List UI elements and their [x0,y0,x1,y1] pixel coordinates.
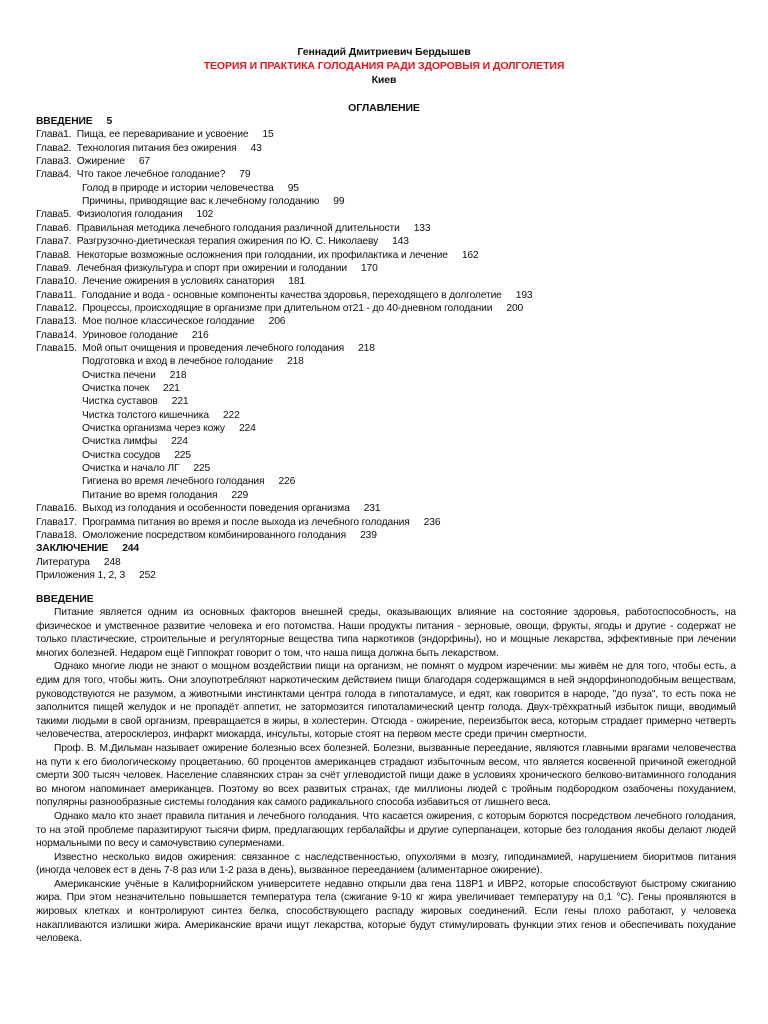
toc-entry [36,517,440,528]
toc-entry-title: Причины, приводящие вас к лечебному голоданию [82,196,320,208]
toc-entry [36,290,533,301]
toc-entry-page: 206 [268,316,286,328]
toc-entry-title: Очистка организма через кожу [82,423,225,435]
toc-entry [36,570,156,581]
toc-entry-title: Глава8. Некоторые возможные осложнения при голодании, их профилактика и лечение [36,249,448,261]
intro-paragraph: Однако мало кто знает правила питания и лечебного голодания. Что касается ожирения, с которым борются посредством лечебного голодания, то на этой проблеме паразитируют тысячи фирм, предлагающих гербалайфы и другие суперпанацеи, которые без голодания якобы делают людей нормальными по весу и самочувствию суперменами. [36,810,736,850]
toc-entry [82,423,256,434]
toc-entry-title: Глава13. Мое полное классическое голодание [36,316,255,328]
toc-entry [36,129,274,140]
toc-entry-title: Подготовка и вход в лечебное голодание [82,356,273,368]
toc-entry-page: 226 [278,476,296,488]
intro-paragraph: Проф. В. М.Дильман называет ожирение болезнью всех болезней. Болезни, вызванные переедание, являются главными врагами человечества на пути к его биологическому процветанию. 60 процентов американцев страдают избыточным весом, что является косвенной причиной ежегодной смерти 300 тысяч человек. Население славянских стран за счёт углеводистой пищи даже в условиях хронического белково-витаминного голодания во многом напоминает американцев. Поэтому во всех развитых странах, где миллионы людей с тройным подбородком озабочены похуданием, популярны разнообразные системы голодания как самого радикального способа избавиться от лишнего веса. [36,742,736,809]
toc-entry-title: Глава6. Правильная методика лечебного голодания различной длительности [36,222,400,234]
toc-entry [36,169,250,180]
toc-entry-page: 95 [287,182,299,194]
toc-entry-title: Приложения 1, 2, 3 [36,569,126,581]
toc-entry [82,183,299,194]
toc-entry-title: Чистка толстого кишечника [82,409,209,421]
toc-entry-page: 200 [506,302,524,314]
toc-entry-page: 224 [171,436,188,448]
toc-entry [82,476,295,487]
toc-entry [36,156,150,167]
toc-entry-page: 193 [515,289,533,301]
toc-entry [36,223,430,234]
toc-entry-title: Глава9. Лечебная физкультура и спорт при ожирении и голодании [36,262,347,274]
toc-entry [82,196,344,207]
toc-entry-title: Глава17. Программа питания во время и после выхода из лечебного голодания [36,516,410,528]
toc-entry-page: 162 [461,249,479,261]
toc-entry-title: ЗАКЛЮЧЕНИЕ [36,543,109,555]
toc-entry [36,250,479,261]
toc-entry-title: Очистка сосудов [82,449,161,461]
toc-entry-page: 43 [250,142,262,154]
intro-paragraph: Американские учёные в Калифорнийском университете недавно открыли два гена 118P1 и ИВР2, которые способствуют быстрому сжиганию жира. При этом незначительно повышается температура тела (сжигание 9-10 кг жира увеличивает температуру на 0,1 °С). Гены проявляются в жировых клетках и контролируют синтез белка, способствующего распаду жировых соединений. Если гены плохо работают, у человека накапливаются излишки жира. Американские врачи ищут лекарства, которые будут стимулировать функции этих генов и обеспечивать похудание человека. [36,878,736,945]
toc-entry [36,236,409,247]
toc-entry [36,303,523,314]
intro-paragraph: Питание является одним из основных факторов внешней среды, оказывающих влияние на состояние здоровья, работоспособность, на физическое и умственное развитие человека и его потомства. Наши продукты питания - зерновые, овощи, фрукты, ягоды и другие - содержат не только пластические, строительные и регуляторные вещества типа наркотиков (эндорфины), но и мощные лекарства, эффективные при лечении многих болезней. Недаром ещё Гиппократ говорит о том, что наша пища должна быть лекарством. [36,607,736,659]
toc-entry [36,530,377,541]
toc-entry [36,116,112,127]
toc-entry-page: 102 [196,209,214,221]
toc-entry [82,356,304,367]
toc-entry-page: 15 [262,129,274,141]
toc-entry [82,383,180,394]
toc-entry-title: ВВЕДЕНИЕ [36,116,93,127]
toc-entry-title: Очистка и начало ЛГ [82,463,180,475]
toc-entry-title: Глава11. Голодание и вода - основные компоненты качества здоровья, переходящего в долголетие [36,289,502,301]
toc-entry-title: Чистка суставов [82,396,158,408]
toc-entry [36,503,380,514]
toc-entry-title: Очистка почек [82,383,150,394]
toc-entry-title: Глава10. Лечение ожирения в условиях санатория [36,276,275,288]
toc-entry-title: Голод в природе и истории человечества [82,182,274,194]
toc-entry-page: 244 [122,543,139,555]
toc-entry-page: 133 [413,222,431,234]
toc-entry-title: Глава3. Ожирение [36,156,125,168]
toc-entry-page: 222 [222,409,240,421]
toc-entry [36,330,209,341]
toc-entry-page: 229 [231,489,249,501]
toc-entry [82,463,210,474]
toc-entry-title: Глава1. Пища, ее переваривание и усвоение [36,129,249,141]
toc-entry-page: 221 [171,396,189,408]
toc-entry [82,370,186,381]
toc-entry-page: 79 [239,169,251,181]
toc-entry-page: 216 [191,329,209,341]
toc-entry-page: 218 [358,342,375,354]
toc-entry-page: 181 [288,276,305,288]
toc-entry-title: Глава16. Выход из голодания и особенности поведения организма [36,503,350,515]
toc-entry-title: Глава2. Технология питания без ожирения [36,142,237,154]
toc-entry-page: 225 [174,449,191,461]
toc-entry-page: 221 [163,383,180,394]
toc-entry-page: 248 [103,556,121,568]
toc-entry-page: 5 [106,116,113,127]
toc-entry-title: Очистка лимфы [82,436,158,448]
toc-entry-page: 218 [169,369,187,381]
toc-entry-title: Литература [36,556,90,568]
toc-entry-page: 143 [392,236,409,248]
toc-entry-page: 225 [193,463,211,475]
toc-entry [82,410,240,421]
toc-entry-title: Очистка печени [82,369,156,381]
toc-entry-title: Глава18. Омоложение посредством комбинированного голодания [36,529,347,541]
toc-entry-page: 236 [423,516,441,528]
intro-paragraph: Известно несколько видов ожирения: связанное с наследственностью, опухолями в мозгу, гиподинамией, нарушением биоритмов питания (иногда человек ест в день 7-8 раз или 1-2 раза в день), вызванное перееданием (алиментарное ожирение). [36,851,736,877]
toc-entry [36,276,305,287]
toc-entry-title: Глава12. Процессы, происходящие в организме при длительном от21 - до 40-дневном голодании [36,302,493,314]
toc-entry [82,396,189,407]
toc-entry [82,436,188,447]
toc-entry-page: 252 [139,569,156,581]
toc-entry [82,490,248,501]
toc-entry-page: 224 [238,423,256,435]
publication-city: Киев [371,74,397,86]
intro-paragraph: Однако многие люди не знают о мощном воздействии пищи на организм, не помнят о мудром изречении: мы живём не для того, чтобы есть, а едим для того, чтобы жить. Они злоупотребляют наркотическим действием пищи благодаря содержащимся в ней эндорфиноподобным веществам, руководствуются не разумом, а животными инстинктами центра голода в гипоталамусе, и едят, как говорится в народе, "до пуза", то есть пока не заполнится пищей желудок и не пропадёт аппетит, не затормозится гипоталамический центр голода. Двух-трёхкратный избыток пищи, вводимый такими людьми в свой организм, превращается в жиры, в холестерин. Отсюда - ожирение, переизбыток веса, которым страдает примерно четверть человечества, атеросклероз, инфаркт миокарда, инсульты, которые стоят на первом месте среди причин смертности. [36,661,736,741]
toc-entry-title: Глава15. Мой опыт очищения и проведения лечебного голодания [36,342,345,354]
author-name: Геннадий Дмитриевич Бердышев [297,46,471,58]
book-title: ТЕОРИЯ И ПРАКТИКА ГОЛОДАНИЯ РАДИ ЗДОРОВЫЯ И ДОЛГОЛЕТИЯ [203,60,565,72]
toc-entry [36,316,285,327]
toc-entry [36,557,121,568]
toc-entry-title: Гигиена во время лечебного голодания [82,476,265,488]
toc-entry-page: 231 [363,503,381,515]
toc-entry-page: 67 [138,156,150,168]
toc-entry [82,450,191,461]
toc-entry [36,263,378,274]
toc-entry-title: Глава4. Что такое лечебное голодание? [36,169,226,181]
toc-entry-page: 239 [360,529,377,541]
toc-entry [36,143,262,154]
toc-entry-page: 170 [360,262,378,274]
toc-entry [36,209,213,220]
toc-heading: ОГЛАВЛЕНИЕ [348,102,420,114]
toc-entry-page: 218 [287,356,304,368]
toc-entry [36,343,375,354]
toc-entry-title: Глава7. Разгрузочно-диетическая терапия ожирения по Ю. С. Николаеву [36,236,379,248]
toc-entry-page: 99 [333,196,345,208]
toc-entry-title: Глава14. Уриновое голодание [36,329,178,341]
toc-entry-title: Питание во время голодания [82,489,218,501]
intro-heading: ВВЕДЕНИЕ [36,594,94,605]
intro-text [36,606,736,946]
toc-entry [36,543,139,554]
toc-entry-title: Глава5. Физиология голодания [36,209,183,221]
